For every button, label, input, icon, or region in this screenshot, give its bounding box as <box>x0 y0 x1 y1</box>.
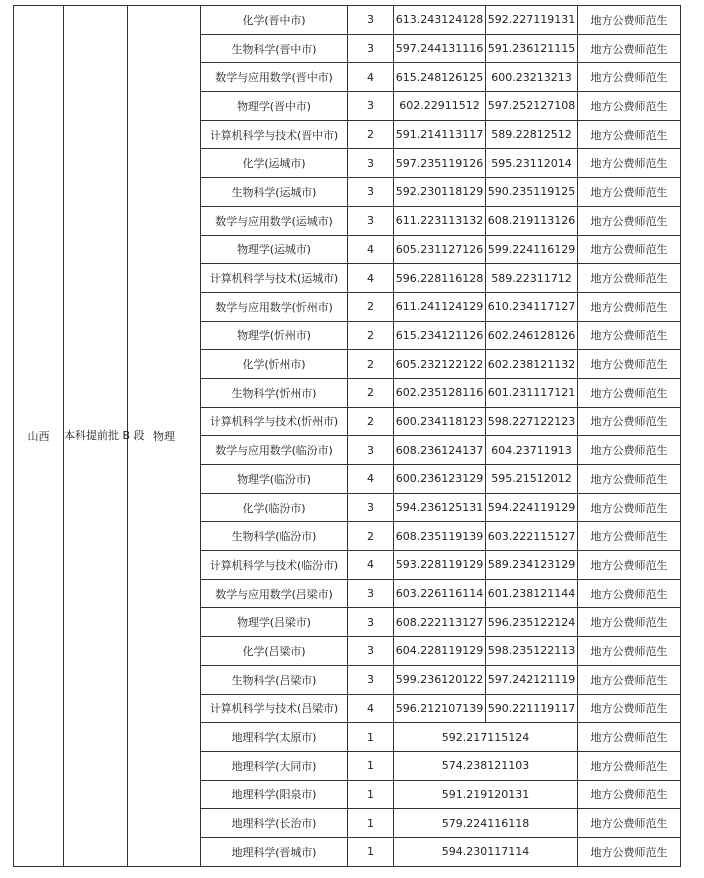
score-cell: 574.238121103 <box>394 751 578 780</box>
major-cell: 化学(运城市) <box>201 149 348 178</box>
min-score-cell: 592.227119131 <box>486 6 578 35</box>
type-cell: 地方公费师范生 <box>578 149 681 178</box>
max-score-cell: 600.234118123 <box>394 407 486 436</box>
max-score-cell: 597.235119126 <box>394 149 486 178</box>
type-cell: 地方公费师范生 <box>578 465 681 494</box>
plan-count-cell: 4 <box>348 63 394 92</box>
major-cell: 生物科学(运城市) <box>201 178 348 207</box>
type-cell: 地方公费师范生 <box>578 837 681 866</box>
type-cell: 地方公费师范生 <box>578 579 681 608</box>
plan-count-cell: 3 <box>348 608 394 637</box>
min-score-cell: 601.231117121 <box>486 378 578 407</box>
plan-count-cell: 3 <box>348 149 394 178</box>
major-cell: 计算机科学与技术(晋中市) <box>201 120 348 149</box>
major-cell: 数学与应用数学(临汾市) <box>201 436 348 465</box>
plan-count-cell: 2 <box>348 292 394 321</box>
major-cell: 化学(吕梁市) <box>201 637 348 666</box>
type-cell: 地方公费师范生 <box>578 6 681 35</box>
plan-count-cell: 4 <box>348 264 394 293</box>
type-cell: 地方公费师范生 <box>578 723 681 752</box>
type-cell: 地方公费师范生 <box>578 493 681 522</box>
max-score-cell: 602.235128116 <box>394 378 486 407</box>
min-score-cell: 596.235122124 <box>486 608 578 637</box>
min-score-cell: 602.246128126 <box>486 321 578 350</box>
max-score-cell: 608.235119139 <box>394 522 486 551</box>
plan-count-cell: 3 <box>348 436 394 465</box>
min-score-cell: 589.234123129 <box>486 551 578 580</box>
major-cell: 地理科学(长治市) <box>201 809 348 838</box>
major-cell: 地理科学(晋城市) <box>201 837 348 866</box>
table-body <box>14 6 681 867</box>
plan-count-cell: 3 <box>348 92 394 121</box>
plan-count-cell: 3 <box>348 178 394 207</box>
type-cell: 地方公费师范生 <box>578 694 681 723</box>
min-score-cell: 589.22812512 <box>486 120 578 149</box>
major-cell: 生物科学(吕梁市) <box>201 665 348 694</box>
batch-cell: 本科提前批 B 段 <box>64 6 128 867</box>
plan-count-cell: 3 <box>348 665 394 694</box>
max-score-cell: 605.231127126 <box>394 235 486 264</box>
min-score-cell: 594.224119129 <box>486 493 578 522</box>
type-cell: 地方公费师范生 <box>578 809 681 838</box>
type-cell: 地方公费师范生 <box>578 292 681 321</box>
major-cell: 数学与应用数学(运城市) <box>201 206 348 235</box>
min-score-cell: 597.252127108 <box>486 92 578 121</box>
min-score-cell: 608.219113126 <box>486 206 578 235</box>
max-score-cell: 593.228119129 <box>394 551 486 580</box>
major-cell: 物理学(临汾市) <box>201 465 348 494</box>
subject-cell: 物理 <box>128 6 201 867</box>
type-cell: 地方公费师范生 <box>578 608 681 637</box>
plan-count-cell: 3 <box>348 206 394 235</box>
min-score-cell: 610.234117127 <box>486 292 578 321</box>
min-score-cell: 603.222115127 <box>486 522 578 551</box>
max-score-cell: 594.236125131 <box>394 493 486 522</box>
plan-count-cell: 3 <box>348 34 394 63</box>
major-cell: 生物科学(忻州市) <box>201 378 348 407</box>
major-cell: 物理学(运城市) <box>201 235 348 264</box>
plan-count-cell: 2 <box>348 350 394 379</box>
plan-count-cell: 2 <box>348 522 394 551</box>
type-cell: 地方公费师范生 <box>578 407 681 436</box>
major-cell: 地理科学(阳泉市) <box>201 780 348 809</box>
major-cell: 物理学(晋中市) <box>201 92 348 121</box>
max-score-cell: 596.228116128 <box>394 264 486 293</box>
major-cell: 化学(临汾市) <box>201 493 348 522</box>
type-cell: 地方公费师范生 <box>578 522 681 551</box>
min-score-cell: 595.23112014 <box>486 149 578 178</box>
type-cell: 地方公费师范生 <box>578 637 681 666</box>
major-cell: 地理科学(大同市) <box>201 751 348 780</box>
type-cell: 地方公费师范生 <box>578 206 681 235</box>
major-cell: 生物科学(晋中市) <box>201 34 348 63</box>
type-cell: 地方公费师范生 <box>578 780 681 809</box>
major-cell: 计算机科学与技术(忻州市) <box>201 407 348 436</box>
type-cell: 地方公费师范生 <box>578 63 681 92</box>
major-cell: 化学(忻州市) <box>201 350 348 379</box>
major-cell: 计算机科学与技术(临汾市) <box>201 551 348 580</box>
major-cell: 地理科学(太原市) <box>201 723 348 752</box>
plan-count-cell: 4 <box>348 465 394 494</box>
plan-count-cell: 2 <box>348 378 394 407</box>
type-cell: 地方公费师范生 <box>578 665 681 694</box>
table-row <box>14 6 681 35</box>
max-score-cell: 603.226116114 <box>394 579 486 608</box>
max-score-cell: 615.234121126 <box>394 321 486 350</box>
plan-count-cell: 2 <box>348 321 394 350</box>
max-score-cell: 597.244131116 <box>394 34 486 63</box>
min-score-cell: 598.235122113 <box>486 637 578 666</box>
min-score-cell: 589.22311712 <box>486 264 578 293</box>
major-cell: 生物科学(临汾市) <box>201 522 348 551</box>
major-cell: 数学与应用数学(忻州市) <box>201 292 348 321</box>
min-score-cell: 602.238121132 <box>486 350 578 379</box>
plan-count-cell: 1 <box>348 837 394 866</box>
max-score-cell: 613.243124128 <box>394 6 486 35</box>
score-cell: 594.230117114 <box>394 837 578 866</box>
type-cell: 地方公费师范生 <box>578 350 681 379</box>
major-cell: 物理学(吕梁市) <box>201 608 348 637</box>
max-score-cell: 599.236120122 <box>394 665 486 694</box>
min-score-cell: 591.236121115 <box>486 34 578 63</box>
min-score-cell: 599.224116129 <box>486 235 578 264</box>
major-cell: 计算机科学与技术(运城市) <box>201 264 348 293</box>
type-cell: 地方公费师范生 <box>578 751 681 780</box>
plan-count-cell: 2 <box>348 120 394 149</box>
plan-count-cell: 2 <box>348 407 394 436</box>
plan-count-cell: 4 <box>348 235 394 264</box>
type-cell: 地方公费师范生 <box>578 436 681 465</box>
score-cell: 592.217115124 <box>394 723 578 752</box>
max-score-cell: 611.223113132 <box>394 206 486 235</box>
province-cell: 山西 <box>14 6 64 867</box>
max-score-cell: 604.228119129 <box>394 637 486 666</box>
plan-count-cell: 3 <box>348 579 394 608</box>
max-score-cell: 592.230118129 <box>394 178 486 207</box>
plan-count-cell: 1 <box>348 809 394 838</box>
min-score-cell: 600.23213213 <box>486 63 578 92</box>
min-score-cell: 604.23711913 <box>486 436 578 465</box>
type-cell: 地方公费师范生 <box>578 264 681 293</box>
min-score-cell: 595.21512012 <box>486 465 578 494</box>
type-cell: 地方公费师范生 <box>578 34 681 63</box>
min-score-cell: 590.235119125 <box>486 178 578 207</box>
major-cell: 物理学(忻州市) <box>201 321 348 350</box>
max-score-cell: 602.22911512 <box>394 92 486 121</box>
max-score-cell: 605.232122122 <box>394 350 486 379</box>
type-cell: 地方公费师范生 <box>578 235 681 264</box>
type-cell: 地方公费师范生 <box>578 92 681 121</box>
max-score-cell: 611.241124129 <box>394 292 486 321</box>
max-score-cell: 608.236124137 <box>394 436 486 465</box>
major-cell: 化学(晋中市) <box>201 6 348 35</box>
plan-count-cell: 3 <box>348 637 394 666</box>
max-score-cell: 596.212107139 <box>394 694 486 723</box>
plan-count-cell: 3 <box>348 6 394 35</box>
max-score-cell: 591.214113117 <box>394 120 486 149</box>
major-cell: 数学与应用数学(晋中市) <box>201 63 348 92</box>
major-cell: 数学与应用数学(吕梁市) <box>201 579 348 608</box>
min-score-cell: 601.238121144 <box>486 579 578 608</box>
plan-count-cell: 3 <box>348 493 394 522</box>
admission-score-table <box>13 5 681 867</box>
plan-count-cell: 4 <box>348 694 394 723</box>
type-cell: 地方公费师范生 <box>578 378 681 407</box>
major-cell: 计算机科学与技术(吕梁市) <box>201 694 348 723</box>
type-cell: 地方公费师范生 <box>578 321 681 350</box>
max-score-cell: 608.222113127 <box>394 608 486 637</box>
min-score-cell: 597.242121119 <box>486 665 578 694</box>
type-cell: 地方公费师范生 <box>578 178 681 207</box>
type-cell: 地方公费师范生 <box>578 551 681 580</box>
type-cell: 地方公费师范生 <box>578 120 681 149</box>
score-cell: 591.219120131 <box>394 780 578 809</box>
plan-count-cell: 4 <box>348 551 394 580</box>
max-score-cell: 600.236123129 <box>394 465 486 494</box>
plan-count-cell: 1 <box>348 751 394 780</box>
plan-count-cell: 1 <box>348 723 394 752</box>
max-score-cell: 615.248126125 <box>394 63 486 92</box>
min-score-cell: 598.227122123 <box>486 407 578 436</box>
plan-count-cell: 1 <box>348 780 394 809</box>
min-score-cell: 590.221119117 <box>486 694 578 723</box>
score-cell: 579.224116118 <box>394 809 578 838</box>
